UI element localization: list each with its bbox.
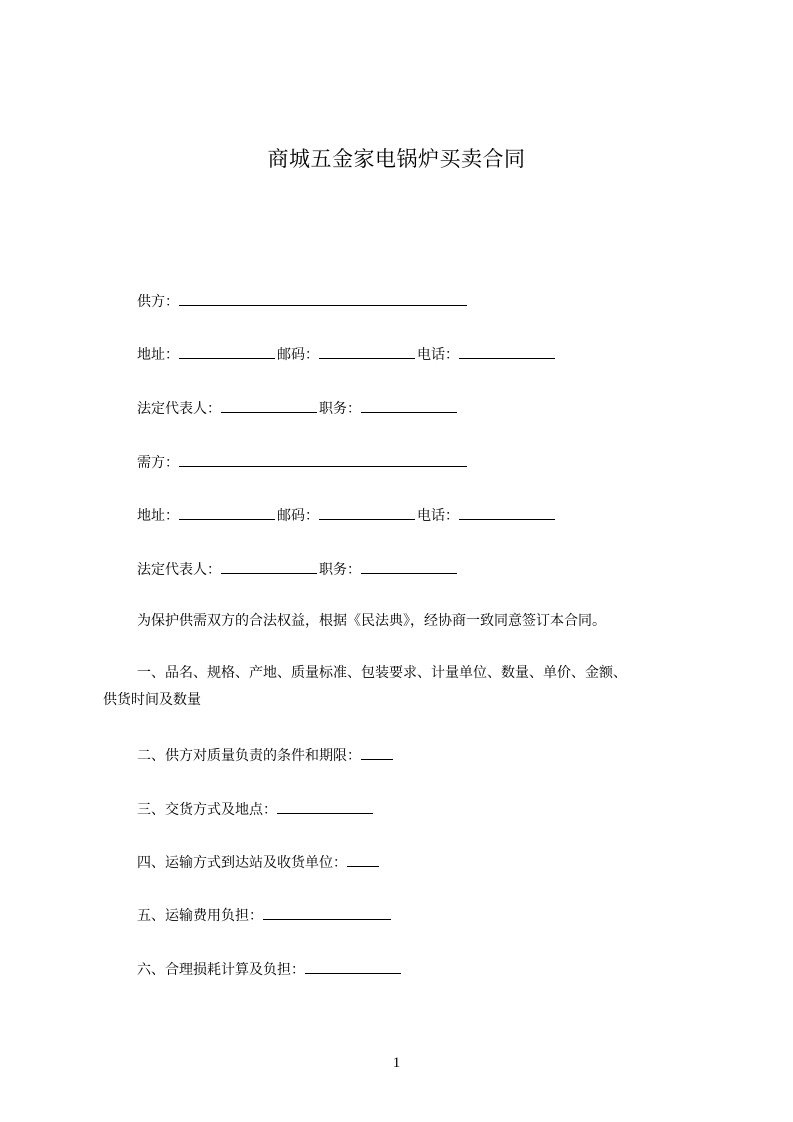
supplier-legal-rep-blank (221, 398, 317, 413)
page-number: 1 (392, 1055, 401, 1071)
buyer-legal-rep-label: 法定代表人： (137, 562, 221, 578)
clause-1 (103, 660, 703, 714)
supplier-contact-line (137, 344, 557, 365)
supplier-postcode-label: 邮码： (277, 347, 319, 363)
buyer-label: 需方： (137, 455, 179, 471)
clause-5-line (137, 905, 393, 926)
buyer-rep-line (137, 559, 459, 580)
clause-6-line (137, 959, 403, 980)
clause-1-line-2: 供货时间及数量 (103, 692, 201, 708)
buyer-phone-label: 电话： (417, 508, 459, 524)
buyer-blank (179, 452, 467, 467)
buyer-postcode-label: 邮码： (277, 508, 319, 524)
buyer-address-blank (179, 505, 275, 520)
clause-5-blank (263, 905, 391, 920)
supplier-address-label: 地址： (137, 347, 179, 363)
supplier-postcode-blank (319, 344, 415, 359)
supplier-position-label: 职务： (319, 401, 361, 417)
clause-3-line (137, 799, 375, 820)
supplier-address-blank (179, 344, 275, 359)
clause-3: 三、交货方式及地点： (137, 802, 277, 818)
buyer-line (137, 452, 469, 473)
buyer-legal-rep-blank (221, 559, 317, 574)
clause-4: 四、运输方式到达站及收货单位： (137, 855, 347, 871)
clause-2: 二、供方对质量负责的条件和期限： (137, 748, 361, 764)
buyer-address-label: 地址： (137, 508, 179, 524)
intro-paragraph: 为保护供需双方的合法权益，根据《民法典》，经协商一致同意签订本合同。 (137, 613, 606, 629)
document-title: 商城五金家电锅炉买卖合同 (267, 147, 526, 171)
clause-6-blank (305, 959, 401, 974)
clause-3-blank (277, 799, 373, 814)
supplier-rep-line (137, 398, 459, 419)
buyer-postcode-blank (319, 505, 415, 520)
buyer-contact-line (137, 505, 557, 526)
clause-2-line (137, 745, 395, 766)
supplier-line (137, 291, 469, 312)
clause-4-blank (347, 852, 379, 867)
clause-2-blank (361, 745, 393, 760)
buyer-phone-blank (459, 505, 555, 520)
supplier-phone-blank (459, 344, 555, 359)
clause-6: 六、合理损耗计算及负担： (137, 962, 305, 978)
clause-4-line (137, 852, 381, 873)
supplier-blank (179, 291, 467, 306)
supplier-legal-rep-label: 法定代表人： (137, 401, 221, 417)
supplier-phone-label: 电话： (417, 347, 459, 363)
clause-5: 五、运输费用负担： (137, 908, 263, 924)
buyer-position-label: 职务： (319, 562, 361, 578)
clause-1-line-1: 一、品名、规格、产地、质量标准、包装要求、计量单位、数量、单价、金额、 (137, 665, 627, 681)
supplier-position-blank (361, 398, 457, 413)
buyer-position-blank (361, 559, 457, 574)
supplier-label: 供方： (137, 294, 179, 310)
